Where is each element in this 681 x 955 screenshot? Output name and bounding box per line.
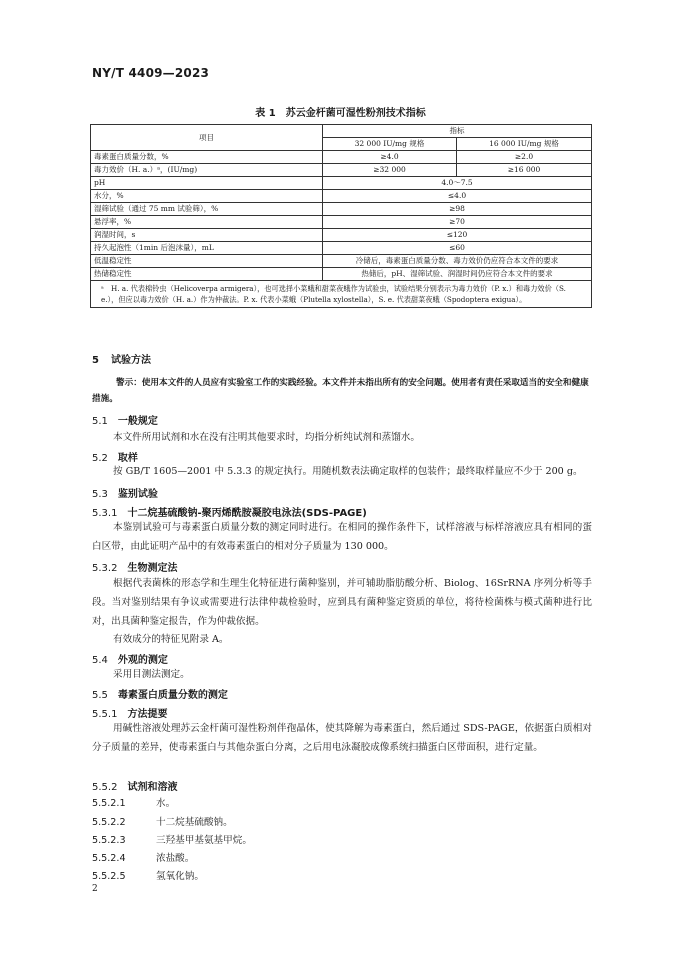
table-cell-value: ≥32 000 bbox=[323, 164, 457, 177]
table-cell-value: ≥16 000 bbox=[457, 164, 592, 177]
section-5-1-heading bbox=[92, 412, 158, 427]
section-number: 5 bbox=[92, 355, 99, 366]
section-number: 5.3 bbox=[92, 489, 108, 500]
table-row bbox=[91, 190, 592, 203]
document-header: NY/T 4409—2023 bbox=[92, 66, 210, 80]
table-row bbox=[91, 177, 592, 190]
reagent-item bbox=[92, 850, 194, 864]
spec-table bbox=[90, 124, 592, 308]
section-number: 5.2 bbox=[92, 453, 108, 464]
section-title: 试剂和溶液 bbox=[127, 782, 178, 793]
table-cell-item: 毒力效价（H. a.）ᵃ，(IU/mg) bbox=[91, 164, 323, 177]
reagent-number: 5.5.2.5 bbox=[92, 871, 126, 882]
table-cell-value: ≥2.0 bbox=[457, 151, 592, 164]
reagent-item bbox=[92, 795, 175, 809]
table-header-index: 指标 bbox=[323, 125, 592, 138]
section-number: 5.5 bbox=[92, 690, 108, 701]
reagent-text: 浓盐酸。 bbox=[156, 853, 195, 864]
table-caption: 表 1 苏云金杆菌可湿性粉剂技术指标 bbox=[255, 108, 426, 119]
table-cell-value: ≥70 bbox=[323, 216, 592, 229]
table-cell-value: ≥98 bbox=[323, 203, 592, 216]
section-5-4-heading bbox=[92, 651, 168, 666]
table-cell-value: 冷储后，毒素蛋白质量分数、毒力效价仍应符合本文件的要求 bbox=[323, 255, 592, 268]
table-cell-item: 湿筛试验（通过 75 mm 试验筛），% bbox=[91, 203, 323, 216]
paragraph-5-1: 本文件所用试剂和水在没有注明其他要求时，均指分析纯试剂和蒸馏水。 bbox=[113, 432, 420, 443]
reagent-text: 三羟基甲基氨基甲烷。 bbox=[156, 835, 252, 846]
table-cell-value: 热储后，pH、湿筛试验、润湿时间仍应符合本文件的要求 bbox=[323, 268, 592, 281]
table-header-spec1: 32 000 IU/mg 规格 bbox=[323, 138, 457, 151]
table-cell-value: ≤120 bbox=[323, 229, 592, 242]
reagent-text: 水。 bbox=[156, 798, 176, 809]
paragraph-5-5-1: 用碱性溶液处理苏云金杆菌可湿性粉剂伴孢晶体，使其降解为毒素蛋白，然后通过 SDS-PAGE，依据蛋白质相对分子质量的差异，使毒素蛋白与其他杂蛋白分离，之后用电泳凝胶成像系统扫描蛋白区带面积，进行定量。 bbox=[92, 723, 592, 753]
section-number: 5.5.2 bbox=[92, 782, 118, 793]
table-row bbox=[91, 242, 592, 255]
reagent-item bbox=[92, 832, 252, 846]
table-cell-value: ≥4.0 bbox=[323, 151, 457, 164]
table-cell-item: 悬浮率，% bbox=[91, 216, 323, 229]
table-cell-item: 热储稳定性 bbox=[91, 268, 323, 281]
section-5-3-heading bbox=[92, 485, 158, 500]
paragraph-5-3-2: 根据代表菌株的形态学和生理生化特征进行菌种鉴别，并可辅助脂肪酸分析、Biolog、16SrRNA 序列分析等手段。当对鉴别结果有争议或需要进行法律仲裁检验时，应到具有菌种鉴定资质的单位，将待检菌株与模式菌种进行比对，出具菌种鉴定报告，作为仲裁依据。 bbox=[92, 578, 592, 627]
section-title: 取样 bbox=[117, 453, 138, 464]
section-title: 试验方法 bbox=[110, 355, 151, 366]
table-cell-item: pH bbox=[91, 177, 323, 190]
reagent-item bbox=[92, 814, 233, 828]
section-5-3-2-heading bbox=[92, 559, 177, 574]
table-cell-item: 持久起泡性（1min 后泡沫量），mL bbox=[91, 242, 323, 255]
paragraph-5-3-1: 本鉴别试验可与毒素蛋白质量分数的测定同时进行。在相同的操作条件下，试样溶液与标样溶液应具有相同的蛋白区带，由此证明产品中的有效毒素蛋白的相对分子质量为 130 000。 bbox=[92, 522, 592, 552]
table-cell-value: ≤60 bbox=[323, 242, 592, 255]
reagent-text: 十二烷基硫酸钠。 bbox=[156, 817, 233, 828]
section-number: 5.1 bbox=[92, 416, 108, 427]
paragraph-5-3-2-annex: 有效成分的特征见附录 A。 bbox=[113, 634, 229, 645]
table-row bbox=[91, 216, 592, 229]
section-number: 5.4 bbox=[92, 655, 108, 666]
section-title: 外观的测定 bbox=[117, 655, 168, 666]
table-cell-item: 低温稳定性 bbox=[91, 255, 323, 268]
table-cell-item: 水分，% bbox=[91, 190, 323, 203]
page-number: 2 bbox=[92, 884, 98, 894]
section-title: 一般规定 bbox=[117, 416, 158, 427]
section-number: 5.5.1 bbox=[92, 709, 118, 720]
safety-warning: 警示：使用本文件的人员应有实验室工作的实践经验。本文件并未指出所有的安全问题。使用者有责任采取适当的安全和健康措施。 bbox=[92, 378, 589, 404]
section-number: 5.3.2 bbox=[92, 563, 118, 574]
table-cell-value: 4.0～7.5 bbox=[323, 177, 592, 190]
section-5-5-1-heading bbox=[92, 705, 167, 720]
reagent-item bbox=[92, 868, 204, 882]
reagent-number: 5.5.2.1 bbox=[92, 798, 126, 809]
section-title: 十二烷基硫酸钠-聚丙烯酰胺凝胶电泳法(SDS-PAGE) bbox=[127, 508, 367, 519]
section-5-3-1-heading bbox=[92, 504, 367, 519]
table-header-spec2: 16 000 IU/mg 规格 bbox=[457, 138, 592, 151]
section-title: 生物测定法 bbox=[127, 563, 178, 574]
section-title: 毒素蛋白质量分数的测定 bbox=[117, 690, 228, 701]
table-row bbox=[91, 229, 592, 242]
reagent-text: 氢氧化钠。 bbox=[156, 871, 204, 882]
reagent-number: 5.5.2.3 bbox=[92, 835, 126, 846]
section-5-heading bbox=[92, 351, 151, 366]
paragraph-5-4: 采用目测法测定。 bbox=[113, 669, 190, 680]
section-title: 鉴别试验 bbox=[117, 489, 158, 500]
section-number: 5.3.1 bbox=[92, 508, 118, 519]
table-cell-item: 毒素蛋白质量分数，% bbox=[91, 151, 323, 164]
section-5-5-2-heading bbox=[92, 778, 177, 793]
table-cell-item: 润湿时间，s bbox=[91, 229, 323, 242]
table-footnote: ᵃ H. a. 代表棉铃虫（Helicoverpa armigera），也可选择小菜蛾和甜菜夜蛾作为试验虫，试验结果分别表示为毒力效价（P. x.）和毒力效价（S. e.），但应以毒力效价（H. a.）作为仲裁法。P. x. 代表小菜蛾（Plutella xylostella），S. e. 代表甜菜夜蛾（Spodoptera exigua）。 bbox=[91, 281, 592, 308]
paragraph-5-2: 按 GB/T 1605—2001 中 5.3.3 的规定执行。用随机数表法确定取样的包装件；最终取样量应不少于 200 g。 bbox=[113, 466, 583, 477]
table-header-item: 项目 bbox=[91, 125, 323, 151]
table-cell-value: ≤4.0 bbox=[323, 190, 592, 203]
reagent-number: 5.5.2.4 bbox=[92, 853, 126, 864]
section-5-5-heading bbox=[92, 686, 228, 701]
table-row bbox=[91, 151, 592, 164]
reagent-number: 5.5.2.2 bbox=[92, 817, 126, 828]
table-row bbox=[91, 203, 592, 216]
table-row bbox=[91, 268, 592, 281]
table-row bbox=[91, 164, 592, 177]
section-title: 方法提要 bbox=[127, 709, 168, 720]
table-row bbox=[91, 255, 592, 268]
